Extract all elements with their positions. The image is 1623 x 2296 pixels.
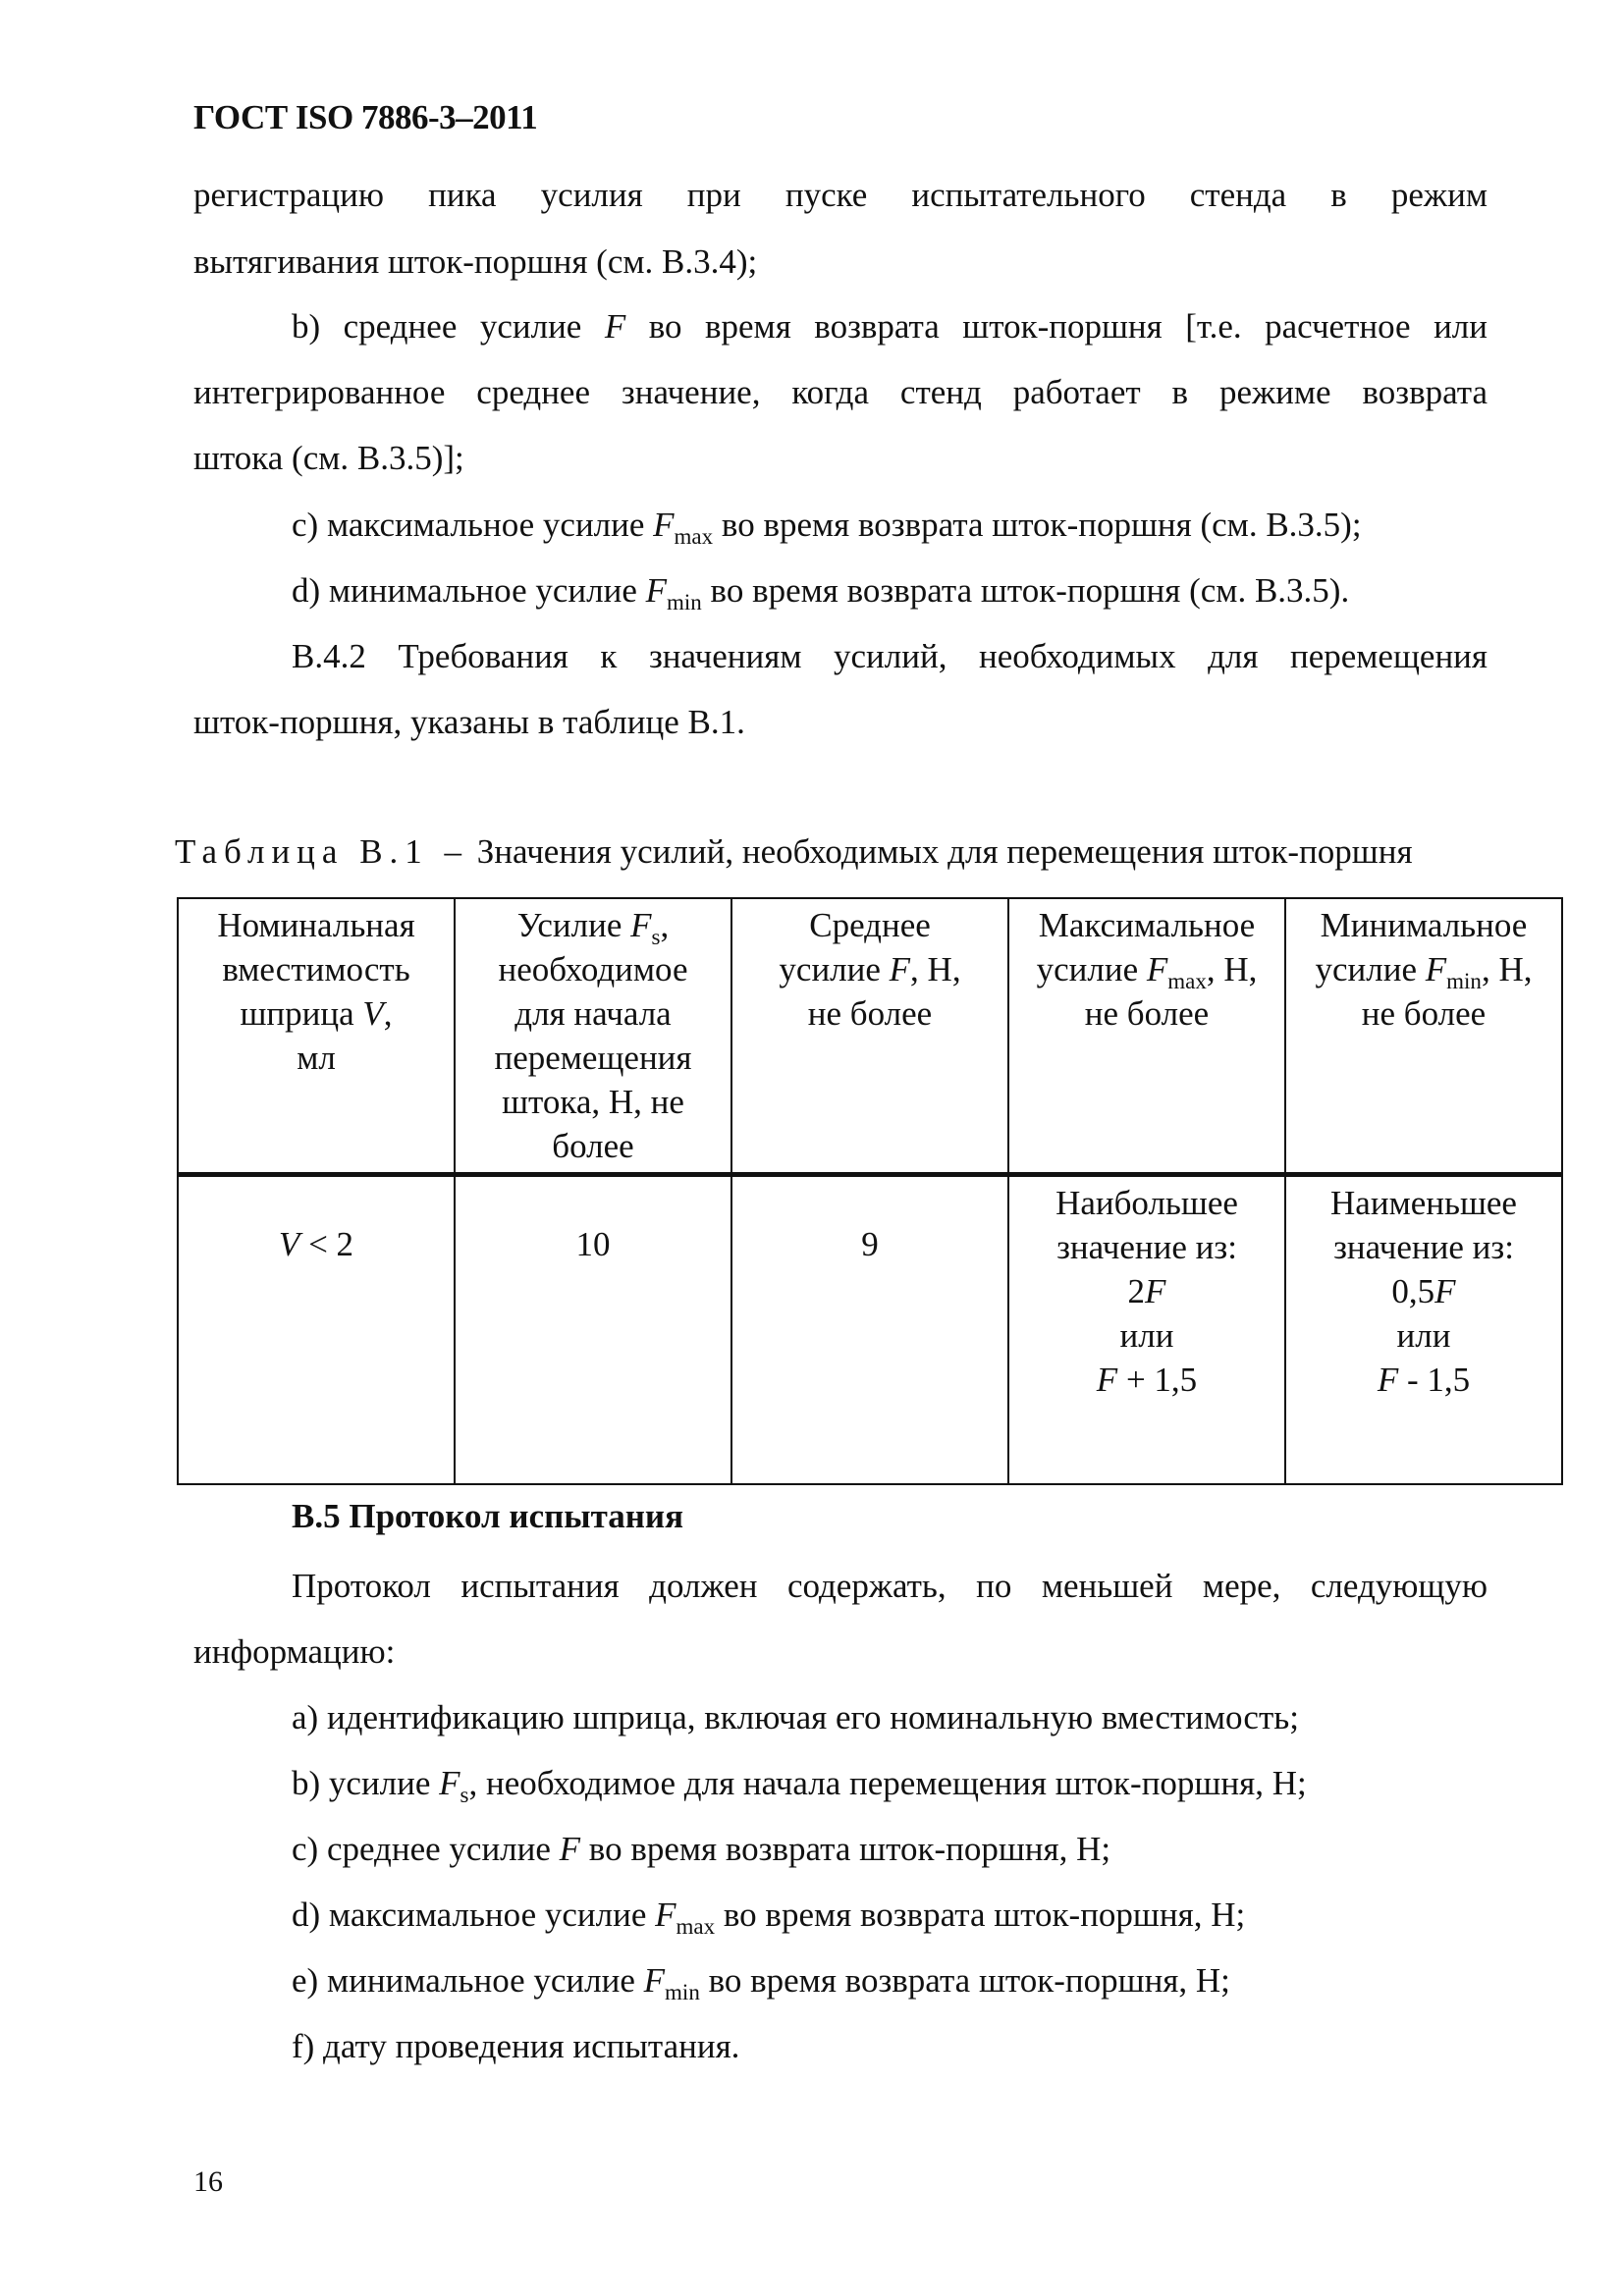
item-d-line: d) минимальное усилие $F_{min}$ во время возврата шток-поршня (см. В.3.5). bbox=[292, 571, 1350, 614]
table-row bbox=[178, 1175, 1562, 1485]
list-item: e) минимальное усилие $F_{min}$ во время возврата шток-поршня, Н; bbox=[292, 1961, 1230, 2004]
forces-table bbox=[177, 897, 1563, 1485]
list-item: f) дату проведения испытания. bbox=[292, 2027, 740, 2065]
table-caption bbox=[175, 832, 1413, 872]
item-c-line: c) максимальное усилие $F_{max}$ во время возврата шток-поршня (см. В.3.5); bbox=[292, 506, 1362, 549]
intro-line-2: вытягивания шток-поршня (см. В.3.4); bbox=[193, 242, 758, 281]
header-max-force: Максимальное усилие $F_{max}$, Н, не более bbox=[1008, 898, 1285, 1175]
cell-min-force: Наименьшее значение из: 0,5F или F - 1,5 bbox=[1285, 1175, 1562, 1485]
item-b-line-1: b) среднее усилие F во время возврата шток-поршня [т.е. расчетное или bbox=[292, 307, 1488, 346]
header-start-force: Усилие $F_s$, необходимое для начала перемещения штока, Н, не более bbox=[455, 898, 731, 1175]
section-title: В.5 Протокол испытания bbox=[292, 1497, 684, 1535]
section-paragraph-line-2: информацию: bbox=[193, 1632, 396, 1671]
cell-start-force: 10 bbox=[455, 1175, 731, 1485]
list-item: d) максимальное усилие $F_{max}$ во время возврата шток-поршня, Н; bbox=[292, 1896, 1246, 1939]
cell-max-force: Наибольшее значение из: 2F или F + 1,5 bbox=[1008, 1175, 1285, 1485]
intro-line-1: регистрацию пика усилия при пуске испытательного стенда в режим bbox=[193, 176, 1488, 214]
header-min-force: Минимальное усилие $F_{min}$, Н, не более bbox=[1285, 898, 1562, 1175]
cell-mean-force: 9 bbox=[731, 1175, 1008, 1485]
table-header-row bbox=[178, 898, 1562, 1175]
item-b-line-2: интегрированное среднее значение, когда стенд работает в режиме возврата bbox=[193, 373, 1488, 411]
list-item: c) среднее усилие F во время возврата шток-поршня, Н; bbox=[292, 1830, 1111, 1868]
clause-b42-line-2: шток-поршня, указаны в таблице В.1. bbox=[193, 703, 745, 741]
cell-capacity: V < 2 bbox=[178, 1175, 455, 1485]
header-mean-force: Среднее усилие F, Н, не более bbox=[731, 898, 1008, 1175]
table-caption-label: Таблица В.1 – bbox=[175, 832, 469, 871]
document-header: ГОСТ ISO 7886-3–2011 bbox=[193, 98, 538, 136]
clause-b42-line-1: В.4.2 Требования к значениям усилий, необходимых для перемещения bbox=[292, 637, 1488, 675]
list-item: b) усилие $F_s$, необходимое для начала перемещения шток-поршня, Н; bbox=[292, 1764, 1307, 1807]
header-capacity: Номинальная вместимость шприца V, мл bbox=[178, 898, 455, 1175]
list-item: a) идентификацию шприца, включая его номинальную вместимость; bbox=[292, 1698, 1299, 1736]
table-caption-text: Значения усилий, необходимых для перемещения шток-поршня bbox=[476, 832, 1413, 871]
section-paragraph-line-1: Протокол испытания должен содержать, по меньшей мере, следующую bbox=[292, 1567, 1488, 1605]
page-number: 16 bbox=[193, 2165, 223, 2198]
item-b-line-3: штока (см. В.3.5)]; bbox=[193, 439, 464, 477]
